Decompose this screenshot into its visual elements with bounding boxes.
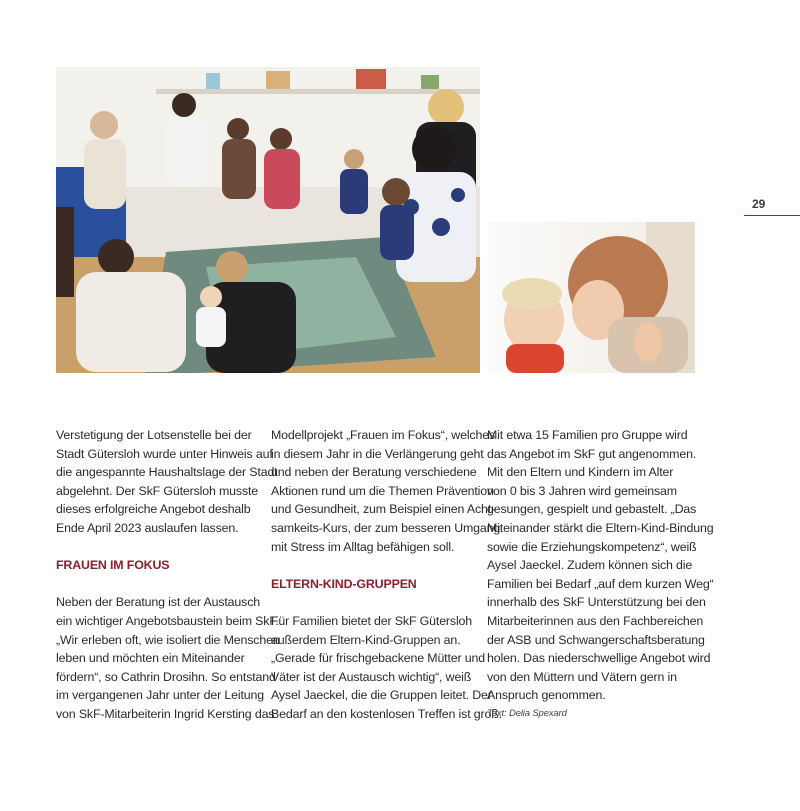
text-line: abgelehnt. Der SkF Gütersloh musste — [56, 483, 259, 498]
text-line: Mit etwa 15 Familien pro Gruppe wird — [487, 428, 688, 442]
text-line: in diesem Jahr in die Verlängerung geht — [271, 446, 484, 461]
text-line: und neben der Beratung verschiedene — [271, 465, 477, 480]
paragraph-lotsenstelle — [56, 426, 278, 538]
author-credit: Text: Delia Spexard — [487, 707, 567, 719]
text-line: fördern“, so Cathrin Drosihn. So entstand — [56, 669, 276, 684]
text-line: Väter ist der Austausch wichtig“, weiß — [271, 669, 472, 684]
text-line: Für Familien bietet der SkF Gütersloh — [271, 613, 473, 628]
text-column-3 — [487, 426, 714, 724]
text-line: innerhalb des SkF Unterstützung bei den — [487, 595, 706, 610]
text-line: sowie die Erziehungskompetenz“, weiß — [487, 539, 697, 554]
text-column-1 — [56, 426, 280, 724]
text-line: die angespannte Haushaltslage der Stadt — [56, 465, 278, 480]
text-line: Modellprojekt „Frauen im Fokus“, welches — [271, 428, 495, 442]
text-line: „Gerade für frischgebackene Mütter und — [271, 651, 486, 666]
text-column-2 — [271, 426, 502, 724]
text-line: außerdem Eltern-Kind-Gruppen an. — [271, 632, 461, 647]
mother-child-photo — [488, 222, 695, 373]
text-line: Anspruch genommen. — [487, 688, 606, 703]
text-line: holen. Das niederschwellige Angebot wird — [487, 651, 711, 666]
page-number-rule — [744, 215, 800, 216]
text-line: und Gesundheit, zum Beispiel einen Acht- — [271, 502, 496, 517]
spacer — [271, 593, 476, 612]
section-heading-frauen-im-fokus: FRAUEN IM FOKUS — [56, 558, 170, 573]
text-line: im vergangenen Jahr unter der Leitung — [56, 688, 264, 703]
text-line: „Wir erleben oft, wie isoliert die Menschen — [56, 632, 280, 647]
spacer — [271, 556, 476, 575]
text-line: samkeits-Kurs, der zum besseren Umgang — [271, 520, 501, 535]
text-line: Bedarf an den kostenlosen Treffen ist groß. — [271, 706, 502, 721]
text-line: Neben der Beratung ist der Austausch — [56, 595, 260, 610]
text-line: gesungen, gespielt und gebastelt. „Das — [487, 502, 697, 517]
group-photo-illustration — [56, 67, 480, 373]
spacer — [56, 538, 261, 557]
page-number: 29 — [752, 197, 766, 211]
text-line: Stadt Gütersloh wurde unter Hinweis auf — [56, 446, 273, 461]
text-line: Aysel Jaeckel. Zudem können sich die — [487, 558, 693, 573]
text-line: Familien bei Bedarf „auf dem kurzen Weg“ — [487, 576, 714, 591]
text-line: von den Müttern und Vätern gern in — [487, 669, 677, 684]
group-photo — [56, 67, 480, 373]
text-line: Aktionen rund um die Themen Prävention — [271, 483, 494, 498]
paragraph-familien-pro-gruppe — [487, 426, 714, 705]
paragraph-eltern-kind-gruppen — [271, 612, 502, 724]
text-line: Verstetigung der Lotsenstelle bei der — [56, 428, 252, 442]
text-line: von SkF-Mitarbeiterin Ingrid Kersting das — [56, 706, 275, 721]
text-line: dieses erfolgreiche Angebot deshalb — [56, 502, 251, 517]
paragraph-austausch — [56, 593, 280, 723]
text-line: ein wichtiger Angebotsbaustein beim SkF. — [56, 613, 279, 628]
text-line: der ASB und Schwangerschaftsberatung — [487, 632, 705, 647]
mother-child-photo-illustration — [488, 222, 695, 373]
text-line: Mitarbeiterinnen aus den Fachbereichen — [487, 613, 704, 628]
section-heading-eltern-kind-gruppen: ELTERN-KIND-GRUPPEN — [271, 576, 417, 591]
text-line: mit Stress im Alltag befähigen soll. — [271, 539, 455, 554]
text-line: das Angebot im SkF gut angenommen. — [487, 446, 697, 461]
text-line: Aysel Jaeckel, die die Gruppen leitet. Der — [271, 688, 492, 703]
text-line: Mit den Eltern und Kindern im Alter — [487, 465, 674, 480]
text-line: leben und möchten ein Miteinander — [56, 651, 245, 666]
text-line: Miteinander stärkt die Eltern-Kind-Bindung — [487, 520, 714, 535]
text-line: Ende April 2023 auslaufen lassen. — [56, 520, 239, 535]
text-line: von 0 bis 3 Jahren wird gemeinsam — [487, 483, 677, 498]
spacer — [56, 575, 261, 594]
paragraph-modellprojekt — [271, 426, 501, 556]
